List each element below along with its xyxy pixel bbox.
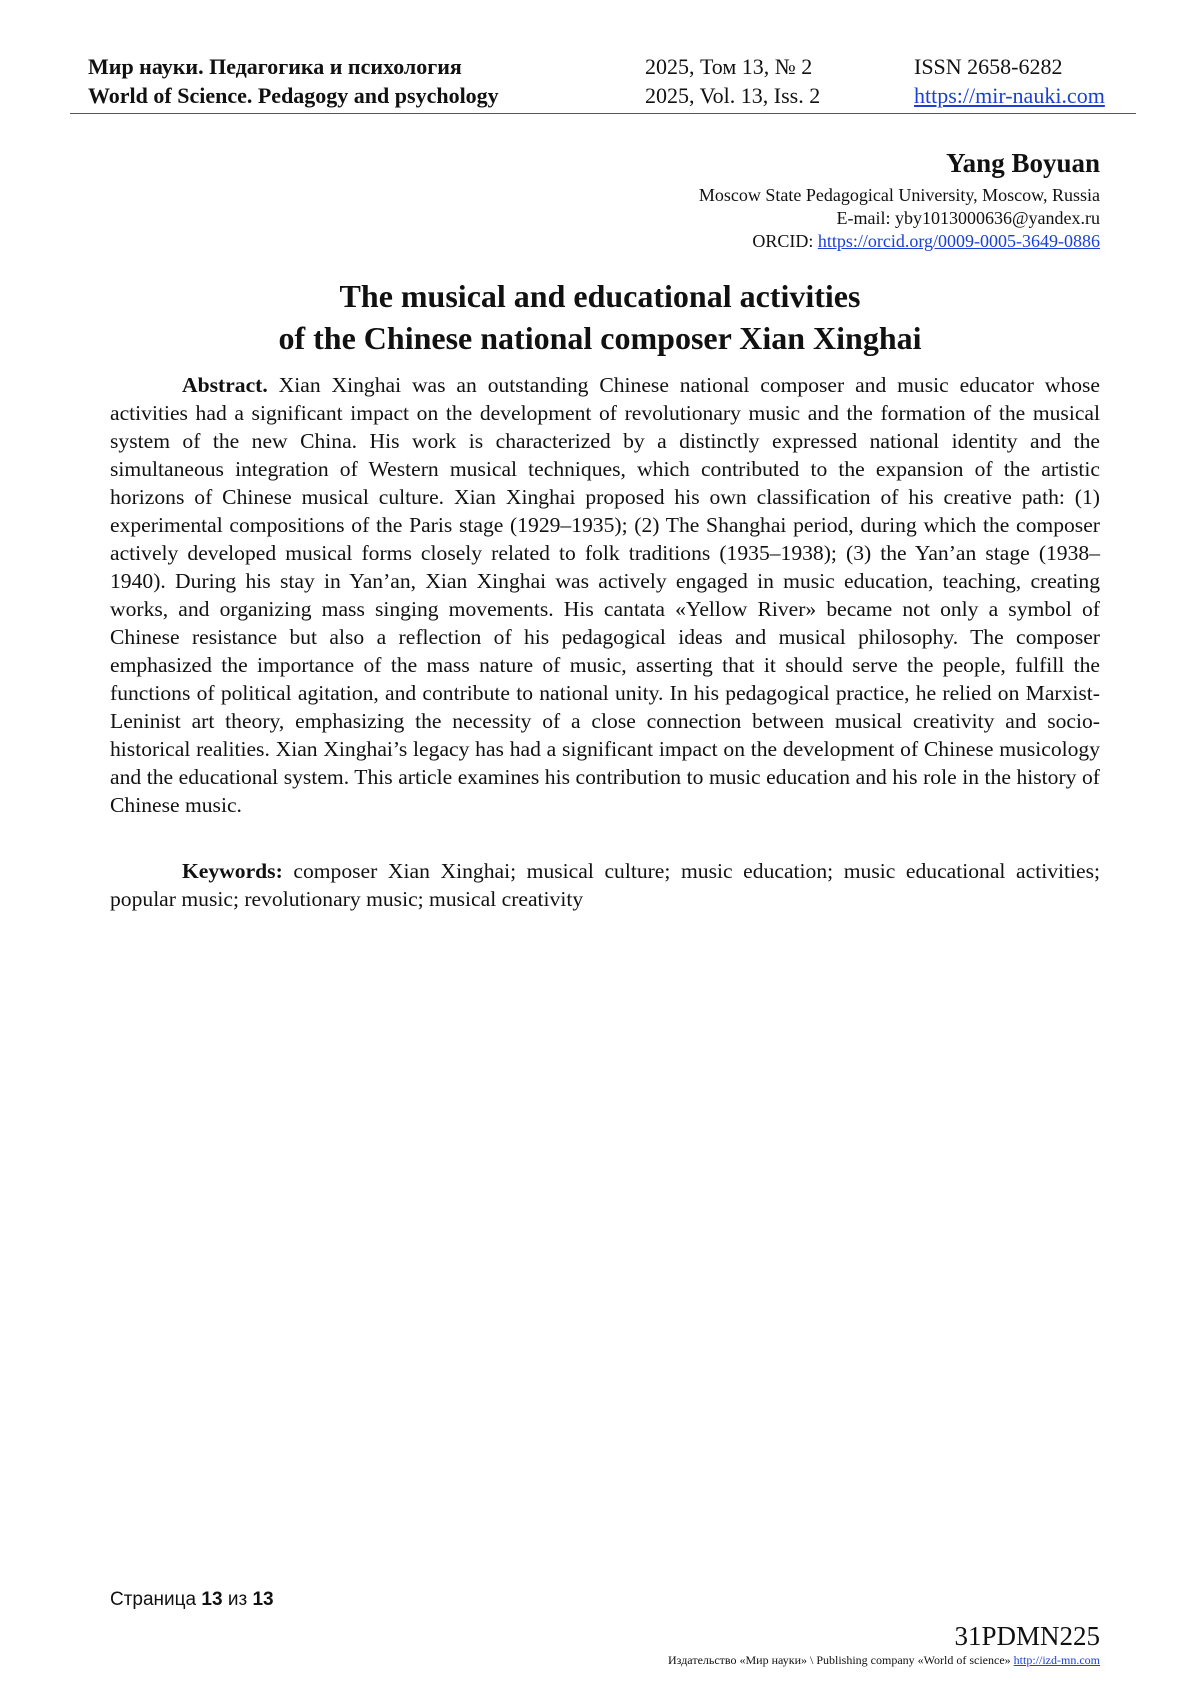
author-orcid <box>699 230 1100 253</box>
article-title-line-1: The musical and educational activities <box>339 278 861 314</box>
journal-title-ru: Мир науки. Педагогика и психология <box>88 54 462 79</box>
author-affiliation: Moscow State Pedagogical University, Moscow, Russia <box>698 185 1100 205</box>
abstract-paragraph <box>110 371 1100 819</box>
header-divider <box>70 113 1136 114</box>
keywords-text: composer Xian Xinghai; musical culture; music education; music educational activities; popular music; revolutionary music; musical creativity <box>110 859 1100 911</box>
publisher-line <box>668 1652 1100 1668</box>
page-current: 13 <box>201 1589 223 1610</box>
publisher-link[interactable]: http://izd-mn.com <box>1013 1653 1100 1667</box>
issn-number: ISSN 2658-6282 <box>914 54 1063 79</box>
author-name: Yang Boyuan <box>946 148 1100 178</box>
page-total: 13 <box>252 1589 274 1610</box>
abstract-text: Xian Xinghai was an outstanding Chinese national composer and music educator whose activities had a significant impact on the development of revolutionary music and the formation of the musical system of the new China. His work is characterized by a distinctly expressed national identity and the simultaneous integration of Western musical techniques, which contributed to the expansion of the artistic horizons of Chinese musical culture. Xian Xinghai proposed his own classification of his creative path: (1) experimental compositions of the Paris stage (1929–1935); (2) The Shanghai period, during which the composer actively developed musical forms closely related to folk traditions (1935–1938); (3) the Yan’an stage (1938–1940). During his stay in Yan’an, Xian Xinghai was actively engaged in music education, teaching, creating works, and organizing mass singing movements. His cantata «Yellow River» became not only a symbol of Chinese resistance but also a reflection of his pedagogical ideas and musical philosophy. The composer emphasized the importance of the mass nature of music, asserting that it should serve the people, fulfill the functions of political agitation, and contribute to national unity. In his pedagogical practice, he relied on Marxist-Leninist art theory, emphasizing the necessity of a close connection between musical creativity and socio-historical realities. Xian Xinghai’s legacy has had a significant impact on the development of Chinese musicology and the educational system. This article examines his contribution to music education and his role in the history of Chinese music. <box>110 373 1100 817</box>
journal-site-link[interactable]: https://mir-nauki.com <box>914 83 1105 108</box>
journal-title-block <box>88 52 499 110</box>
publisher-text: Издательство «Мир науки» \ Publishing company «World of science» <box>668 1653 1014 1667</box>
issn-block <box>914 52 1105 110</box>
orcid-link[interactable]: https://orcid.org/0009-0005-3649-0886 <box>817 231 1100 251</box>
page-prefix: Страница <box>110 1589 202 1610</box>
journal-header <box>88 52 1120 110</box>
article-title <box>100 275 1100 359</box>
issue-block <box>645 52 820 110</box>
page-separator: из <box>222 1589 253 1610</box>
keywords-label: Keywords: <box>182 859 283 883</box>
author-email: E-mail: yby1013000636@yandex.ru <box>836 208 1100 228</box>
issue-en: 2025, Vol. 13, Iss. 2 <box>645 83 821 108</box>
abstract-label: Abstract. <box>182 373 268 397</box>
keywords-paragraph <box>110 857 1100 913</box>
page-counter <box>110 1588 274 1612</box>
journal-title-en: World of Science. Pedagogy and psychology <box>88 83 499 108</box>
author-block <box>699 146 1100 253</box>
article-code: 31PDMN225 <box>954 1621 1100 1651</box>
article-title-line-2: of the Chinese national composer Xian Xinghai <box>278 320 922 356</box>
issue-ru: 2025, Том 13, № 2 <box>645 54 813 79</box>
orcid-label: ORCID: <box>752 231 818 251</box>
